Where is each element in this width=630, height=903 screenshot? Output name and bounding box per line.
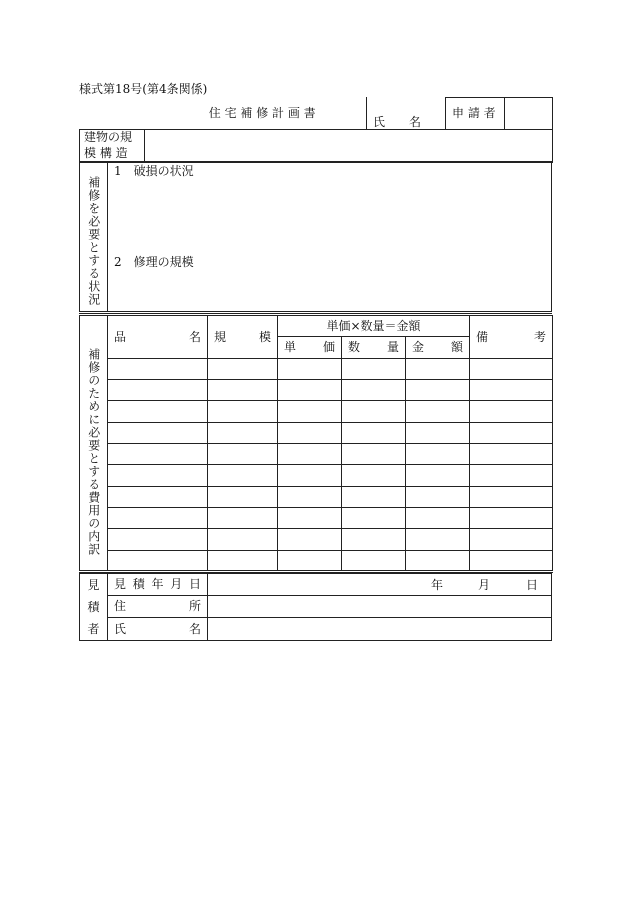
quantity-cell[interactable]	[342, 358, 406, 379]
repair-scale-label: 2 修理の規模	[114, 255, 194, 269]
form-number: 様式第18号(第4条関係)	[79, 82, 208, 96]
amount-cell[interactable]	[406, 465, 470, 486]
scale-cell[interactable]	[208, 507, 278, 528]
header-table	[79, 97, 553, 163]
repair-need-label: 補修を必要とする状況	[86, 176, 101, 306]
scale-cell[interactable]	[208, 486, 278, 507]
divider	[366, 97, 367, 129]
table-row	[80, 401, 553, 422]
date-day: 日	[526, 578, 539, 592]
estimate-date-cell[interactable]	[208, 574, 552, 596]
remarks-cell[interactable]	[470, 443, 553, 464]
table-row	[80, 465, 553, 486]
repair-need-cell[interactable]	[108, 162, 552, 313]
applicant-label-2: 氏 名	[373, 115, 422, 129]
amount-cell[interactable]	[406, 507, 470, 528]
scale-cell[interactable]	[208, 422, 278, 443]
damage-status-label: 1 破損の状況	[114, 164, 194, 178]
scale-cell[interactable]	[208, 401, 278, 422]
date-year: 年	[431, 578, 444, 592]
quantity-cell[interactable]	[342, 443, 406, 464]
item-cell[interactable]	[108, 422, 208, 443]
remarks-cell[interactable]	[470, 507, 553, 528]
unit-price-cell[interactable]	[278, 529, 342, 550]
table-row	[80, 529, 553, 550]
scale-cell[interactable]	[208, 550, 278, 571]
remarks-cell[interactable]	[470, 358, 553, 379]
remarks-cell[interactable]	[470, 379, 553, 400]
remarks-cell[interactable]	[470, 422, 553, 443]
quantity-header: 数 量	[348, 340, 399, 355]
amount-cell[interactable]	[406, 422, 470, 443]
quantity-cell[interactable]	[342, 379, 406, 400]
item-cell[interactable]	[108, 401, 208, 422]
unit-price-cell[interactable]	[278, 422, 342, 443]
unit-price-cell[interactable]	[278, 486, 342, 507]
table-row	[80, 443, 553, 464]
building-label: 建物の規 模 構 造	[80, 130, 145, 163]
item-cell[interactable]	[108, 358, 208, 379]
table-row	[80, 550, 553, 571]
item-cell[interactable]	[108, 379, 208, 400]
item-cell[interactable]	[108, 443, 208, 464]
quantity-cell[interactable]	[342, 422, 406, 443]
scale-cell[interactable]	[208, 465, 278, 486]
estimator-label: 見 積 者	[80, 574, 108, 641]
name-label: 氏 名	[114, 621, 201, 636]
remarks-cell[interactable]	[470, 486, 553, 507]
name-cell[interactable]	[208, 618, 552, 641]
amount-header: 金 額	[412, 340, 463, 355]
cost-label: 補修のために必要とする費用の内訳	[86, 348, 101, 556]
unit-price-cell[interactable]	[278, 401, 342, 422]
formula-header: 単価×数量＝金額	[278, 316, 470, 337]
scale-cell[interactable]	[208, 529, 278, 550]
quantity-cell[interactable]	[342, 550, 406, 571]
item-cell[interactable]	[108, 529, 208, 550]
item-cell[interactable]	[108, 486, 208, 507]
table-row	[80, 486, 553, 507]
unit-price-cell[interactable]	[278, 358, 342, 379]
scale-cell[interactable]	[208, 358, 278, 379]
table-row	[80, 422, 553, 443]
remarks-cell[interactable]	[470, 465, 553, 486]
remarks-cell[interactable]	[470, 529, 553, 550]
estimator-table	[79, 573, 552, 641]
applicant-name-cell[interactable]	[505, 98, 553, 130]
amount-cell[interactable]	[406, 550, 470, 571]
unit-price-cell[interactable]	[278, 465, 342, 486]
unit-price-cell[interactable]	[278, 443, 342, 464]
quantity-cell[interactable]	[342, 507, 406, 528]
table-row	[80, 358, 553, 379]
amount-cell[interactable]	[406, 379, 470, 400]
item-cell[interactable]	[108, 507, 208, 528]
quantity-cell[interactable]	[342, 401, 406, 422]
amount-cell[interactable]	[406, 529, 470, 550]
item-cell[interactable]	[108, 550, 208, 571]
amount-cell[interactable]	[406, 401, 470, 422]
applicant-label-1: 申 請 者	[446, 98, 505, 130]
address-cell[interactable]	[208, 595, 552, 618]
remarks-header: 備 考	[476, 329, 546, 344]
quantity-cell[interactable]	[342, 465, 406, 486]
amount-cell[interactable]	[406, 443, 470, 464]
unit-price-cell[interactable]	[278, 379, 342, 400]
amount-cell[interactable]	[406, 486, 470, 507]
date-month: 月	[478, 578, 491, 592]
amount-cell[interactable]	[406, 358, 470, 379]
scale-cell[interactable]	[208, 379, 278, 400]
unit-price-cell[interactable]	[278, 550, 342, 571]
unit-price-header: 単 価	[284, 340, 335, 355]
remarks-cell[interactable]	[470, 550, 553, 571]
estimate-date-label: 見 積 年 月 日	[114, 577, 201, 592]
table-row	[80, 507, 553, 528]
quantity-cell[interactable]	[342, 486, 406, 507]
item-cell[interactable]	[108, 465, 208, 486]
repair-need-table	[79, 161, 552, 314]
table-row	[80, 379, 553, 400]
cost-table	[79, 315, 553, 573]
item-header: 品 名	[114, 329, 201, 344]
document-title: 住 宅 補 修 計 画 書	[80, 98, 446, 130]
scale-header: 規 模	[214, 329, 271, 344]
address-label: 住 所	[114, 599, 201, 614]
building-structure-cell[interactable]	[145, 130, 553, 163]
remarks-cell[interactable]	[470, 401, 553, 422]
scale-cell[interactable]	[208, 443, 278, 464]
unit-price-cell[interactable]	[278, 507, 342, 528]
quantity-cell[interactable]	[342, 529, 406, 550]
